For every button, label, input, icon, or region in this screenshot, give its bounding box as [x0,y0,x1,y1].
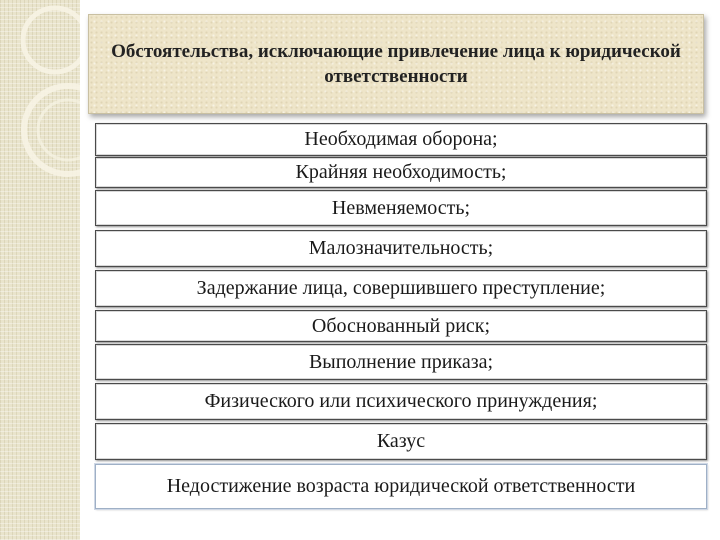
list-item-extreme-necessity: Крайняя необходимость; [95,157,707,188]
decorative-circles-icon [0,0,80,540]
list-item-insanity: Невменяемость; [95,190,707,226]
list-item-necessary-defense: Необходимая оборона; [95,123,707,156]
diagram-title: Обстоятельства, исключающие привлечение лица к юридической ответственности [111,41,681,87]
list-item-age-not-reached: Недостижение возраста юридической ответственности [95,464,707,509]
decorative-side-strip [0,0,80,540]
list-item-casus: Казус [95,423,707,460]
list-item-justified-risk: Обоснованный риск; [95,310,707,342]
list-item-detention-of-offender: Задержание лица, совершившего преступление; [95,270,707,307]
list-item-insignificance: Малозначительность; [95,230,707,267]
title-box [88,14,704,114]
list-item-execution-of-order: Выполнение приказа; [95,344,707,380]
list-item-coercion: Физического или психического принуждения; [95,383,707,420]
